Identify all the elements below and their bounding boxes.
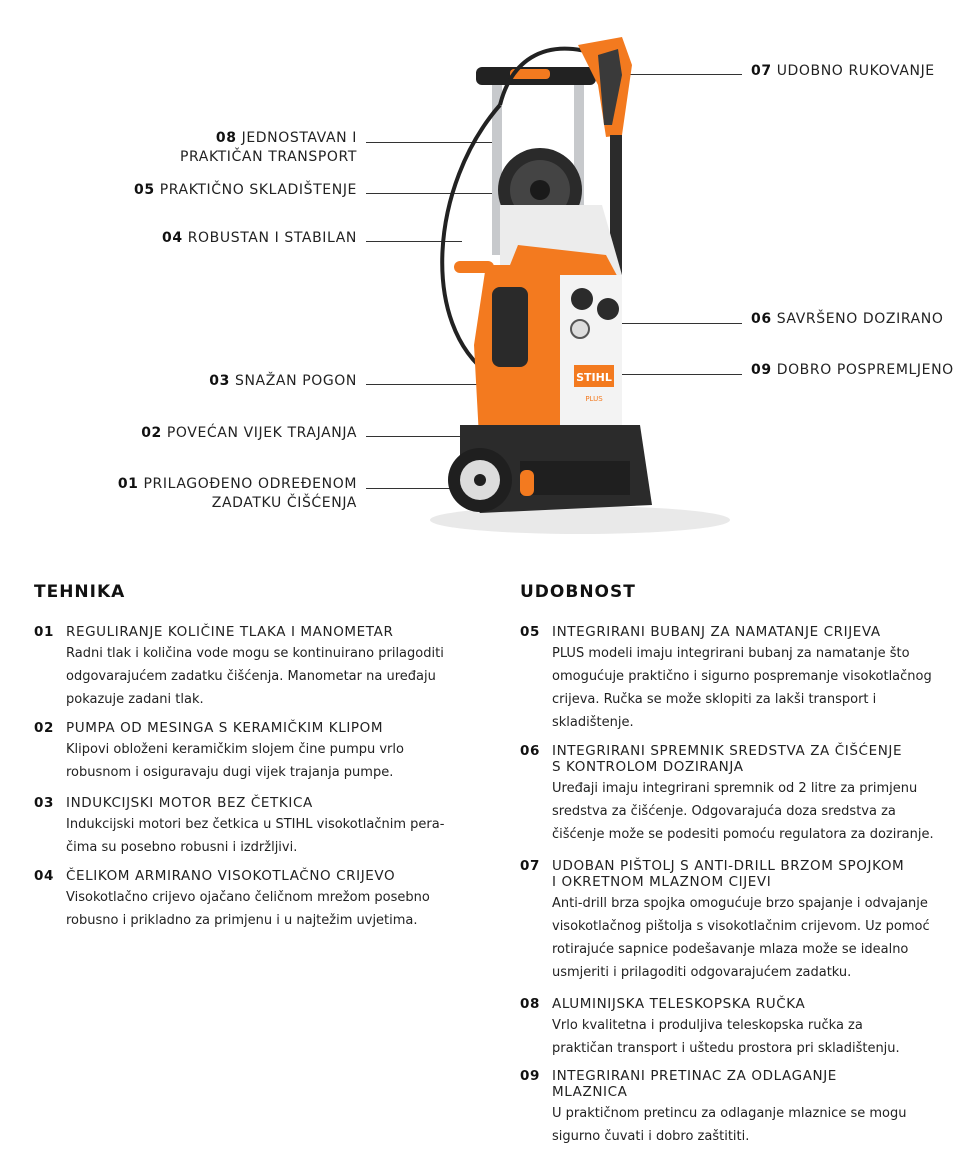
feature-description-line: pokazuje zadani tlak.: [66, 692, 204, 707]
callout-03: [209, 372, 357, 391]
feature-description-line: omogućuje praktično i sigurno pospremanje visokotlačnog: [552, 669, 932, 684]
variant-label: PLUS: [585, 395, 603, 403]
callout-label: PRILAGOĐENO ODREĐENOM: [143, 476, 357, 492]
feature-item: [520, 858, 970, 984]
feature-description-line: robusno i prikladno za primjenu i u najtežim uvjetima.: [66, 913, 418, 928]
feature-description-line: čišćenje može se podesiti pomoću regulatora za doziranje.: [552, 827, 934, 842]
feature-title: INDUKCIJSKI MOTOR BEZ ČETKICA: [66, 795, 313, 811]
feature-description-line: praktičan transport i uštedu prostora pri skladištenju.: [552, 1041, 900, 1056]
feature-item: [34, 720, 474, 784]
callout-01: [118, 475, 357, 513]
feature-description-line: rotirajuće sapnice podešavanje mlaza može se idealno: [552, 942, 909, 957]
callout-05: [134, 181, 357, 200]
feature-description-line: Uređaji imaju integrirani spremnik od 2 litre za primjenu: [552, 781, 918, 796]
callout-label: SAVRŠENO DOZIRANO: [776, 311, 944, 327]
callout-label: UDOBNO RUKOVANJE: [776, 63, 935, 79]
callout-08: [180, 129, 357, 167]
feature-title: INTEGRIRANI BUBANJ ZA NAMATANJE CRIJEVA: [552, 624, 881, 640]
feature-title-line2: S KONTROLOM DOZIRANJA: [552, 759, 744, 775]
feature-item: [520, 743, 970, 846]
feature-number: 08: [520, 996, 540, 1012]
callout-number: 08: [215, 130, 237, 146]
feature-number: 05: [520, 624, 540, 640]
feature-item: [34, 868, 474, 932]
section-heading-udobnost: UDOBNOST: [520, 582, 636, 602]
callout-label-line2: ZADATKU ČIŠĆENJA: [211, 495, 357, 511]
feature-item: [520, 624, 970, 734]
callout-label: SNAŽAN POGON: [234, 373, 357, 389]
callout-number: 09: [751, 362, 772, 378]
feature-title: ČELIKOM ARMIRANO VISOKOTLAČNO CRIJEVO: [66, 868, 396, 884]
callout-number: 05: [134, 182, 155, 198]
pressure-washer-image: [360, 25, 750, 545]
callout-07: [751, 62, 935, 81]
feature-description-line: Radni tlak i količina vode mogu se kontinuirano prilagoditi: [66, 646, 444, 661]
callout-label-line2: PRAKTIČAN TRANSPORT: [179, 149, 357, 165]
feature-number: 09: [520, 1068, 540, 1084]
feature-description-line: Anti-drill brza spojka omogućuje brzo spajanje i odvajanje: [552, 896, 928, 911]
feature-description-line: čima su posebno robusni i izdržljivi.: [66, 840, 298, 855]
callout-label: ROBUSTAN I STABILAN: [187, 230, 357, 246]
callout-label: DOBRO POSPREMLJENO: [776, 362, 954, 378]
feature-description-line: odgovarajućem zadatku čišćenja. Manometar na uređaju: [66, 669, 436, 684]
feature-description-line: PLUS modeli imaju integrirani bubanj za namatanje što: [552, 646, 910, 661]
callout-label: POVEĆAN VIJEK TRAJANJA: [166, 425, 357, 441]
feature-description-line: Indukcijski motori bez četkica u STIHL visokotlačnim pera-: [66, 817, 445, 832]
callout-number: 02: [141, 425, 162, 441]
brand-label: STIHL: [576, 371, 612, 384]
feature-item: [520, 1068, 970, 1148]
feature-title: UDOBAN PIŠTOLJ S ANTI-DRILL BRZOM SPOJKOM: [552, 858, 905, 874]
feature-description-line: Klipovi obloženi keramičkim slojem čine pumpu vrlo: [66, 742, 404, 757]
callout-09: [751, 361, 954, 380]
feature-title-line2: I OKRETNOM MLAZNOM CIJEVI: [552, 874, 772, 890]
feature-title: REGULIRANJE KOLIČINE TLAKA I MANOMETAR: [66, 624, 394, 640]
feature-description-line: Visokotlačno crijevo ojačano čeličnom mrežom posebno: [66, 890, 430, 905]
feature-title: INTEGRIRANI PRETINAC ZA ODLAGANJE: [552, 1068, 837, 1084]
feature-number: 02: [34, 720, 54, 736]
feature-title: ALUMINIJSKA TELESKOPSKA RUČKA: [552, 996, 806, 1012]
callout-number: 04: [162, 230, 183, 246]
feature-item: [34, 624, 474, 711]
feature-description-line: visokotlačnog pištolja s visokotlačnim crijevom. Uz pomoć: [552, 919, 930, 934]
callout-number: 01: [117, 476, 139, 492]
feature-description-line: usmjeriti i prilagoditi odgovarajućem zadatku.: [552, 965, 852, 980]
feature-number: 03: [34, 795, 54, 811]
callout-06: [751, 310, 943, 329]
callout-label: JEDNOSTAVAN I: [241, 130, 357, 146]
feature-description-line: Vrlo kvalitetna i produljiva teleskopska ručka za: [552, 1018, 863, 1033]
feature-description-line: skladištenje.: [552, 715, 634, 730]
callout-02: [141, 424, 357, 443]
feature-item: [520, 996, 970, 1060]
feature-item: [34, 795, 474, 859]
feature-number: 06: [520, 743, 540, 759]
feature-number: 01: [34, 624, 54, 640]
feature-number: 07: [520, 858, 540, 874]
feature-number: 04: [34, 868, 54, 884]
feature-title-line2: MLAZNICA: [552, 1084, 628, 1100]
callout-number: 03: [209, 373, 230, 389]
callout-number: 06: [751, 311, 772, 327]
feature-description-line: sredstva za čišćenje. Odgovarajuća doza sredstva za: [552, 804, 896, 819]
feature-description-line: sigurno čuvati i dobro zaštititi.: [552, 1129, 750, 1144]
section-heading-tehnika: TEHNIKA: [34, 582, 126, 602]
callout-label: PRAKTIČNO SKLADIŠTENJE: [159, 182, 357, 198]
feature-description-line: U praktičnom pretincu za odlaganje mlaznice se mogu: [552, 1106, 907, 1121]
callout-number: 07: [751, 63, 772, 79]
callout-04: [162, 229, 357, 248]
feature-description-line: robusnom i osiguravaju dugi vijek trajanja pumpe.: [66, 765, 394, 780]
feature-title: PUMPA OD MESINGA S KERAMIČKIM KLIPOM: [66, 720, 384, 736]
feature-description-line: crijeva. Ručka se može sklopiti za lakši transport i: [552, 692, 877, 707]
feature-title: INTEGRIRANI SPREMNIK SREDSTVA ZA ČIŠĆENJE: [552, 743, 903, 759]
